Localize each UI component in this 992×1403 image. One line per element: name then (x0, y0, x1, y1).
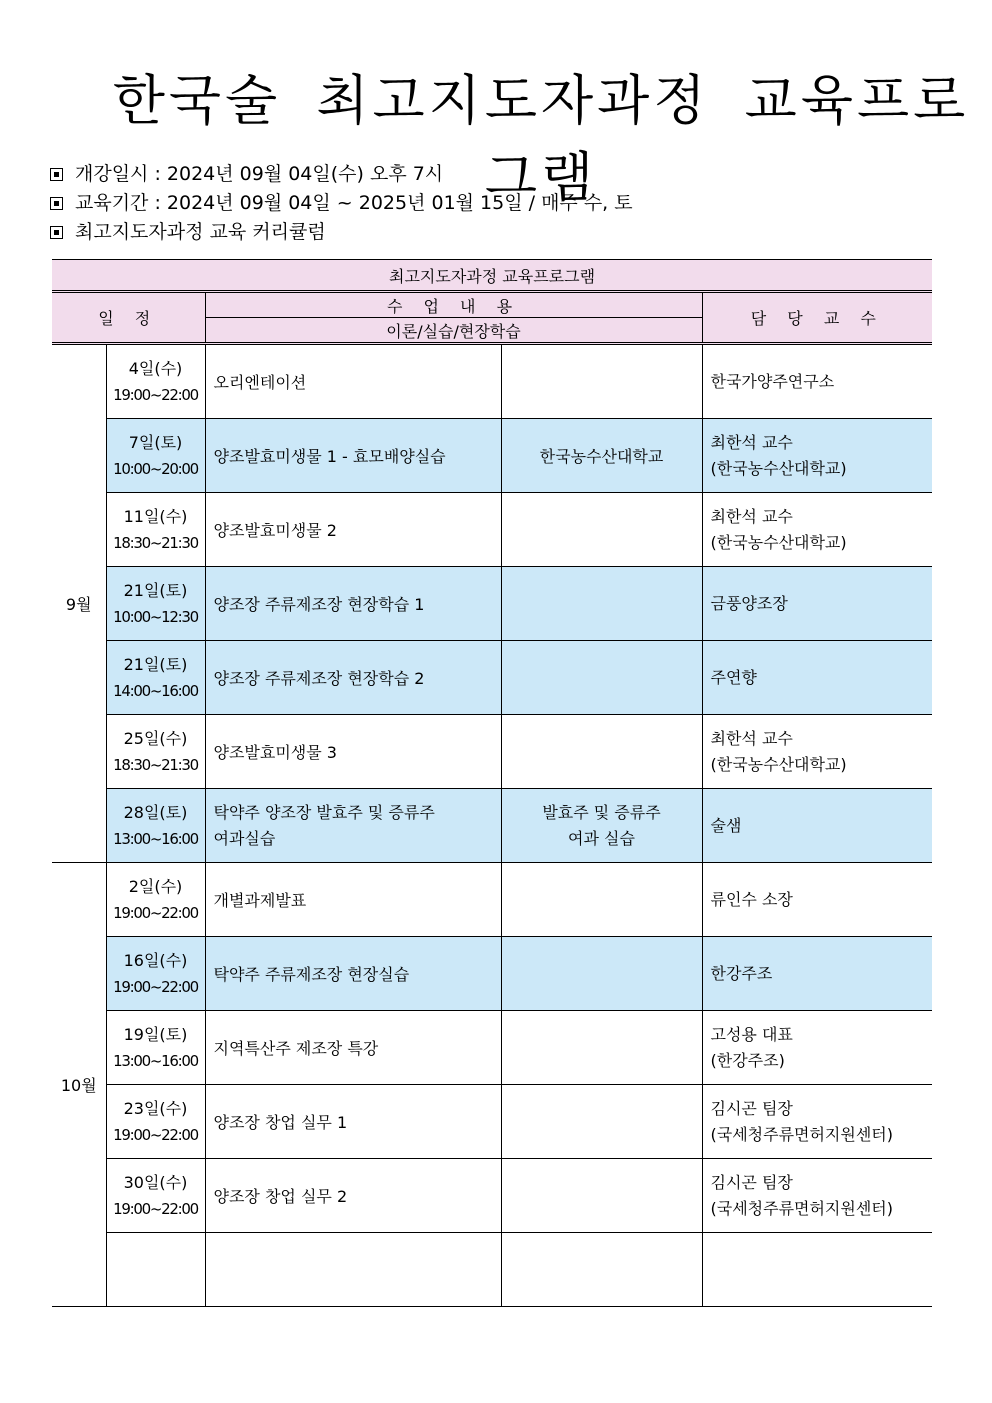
month-label: 10월 (52, 863, 106, 1307)
content-cell: 지역특산주 제조장 특강 (205, 1011, 501, 1085)
time-text: 14:00~16:00 (113, 681, 198, 700)
professor-cell (702, 1159, 932, 1233)
day-text: 16일(수) (123, 950, 188, 970)
header-professor: 담 당 교 수 (702, 292, 932, 344)
date-cell (106, 419, 205, 493)
professor-affiliation: (한국농수산대학교) (710, 754, 847, 774)
info-item-period (50, 189, 633, 218)
table-row (52, 715, 932, 789)
type-cell (501, 1159, 702, 1233)
table-row (52, 789, 932, 863)
day-text: 21일(토) (123, 654, 188, 674)
time-text: 19:00~22:00 (113, 977, 198, 996)
page-title: 한국술 최고지도자과정 교육프로그램 (112, 69, 970, 209)
table-row-empty (52, 1233, 932, 1307)
professor-cell (702, 1085, 932, 1159)
date-cell (106, 789, 205, 863)
professor-name: 최한석 교수 (710, 506, 793, 526)
table-row (52, 567, 932, 641)
professor-cell (702, 937, 932, 1011)
table-caption: 최고지도자과정 교육프로그램 (52, 260, 932, 292)
type-cell (501, 493, 702, 567)
day-text: 7일(토) (128, 432, 183, 452)
square-bullet-icon (50, 197, 63, 210)
professor-cell (702, 1011, 932, 1085)
professor-name: 고성용 대표 (710, 1024, 793, 1044)
header-content-sub: 이론/실습/현장학습 (205, 318, 702, 344)
square-bullet-icon (50, 168, 63, 181)
day-text: 28일(토) (123, 802, 188, 822)
professor-affiliation: (국세청주류면허지원센터) (710, 1124, 894, 1144)
time-text: 18:30~21:30 (113, 533, 198, 552)
professor-name: 금풍양조장 (710, 593, 788, 613)
time-text: 10:00~20:00 (113, 459, 198, 478)
day-text: 21일(토) (123, 580, 188, 600)
month-label: 9월 (52, 344, 106, 863)
time-text: 19:00~22:00 (113, 1125, 198, 1144)
date-cell (106, 1011, 205, 1085)
table-header-row (52, 292, 932, 318)
day-text: 11일(수) (123, 506, 188, 526)
day-text: 2일(수) (128, 876, 183, 896)
content-line: 탁약주 양조장 발효주 및 증류주 (213, 802, 435, 822)
info-text: 교육기간 : 2024년 09월 04일 ~ 2025년 01월 15일 / 매주 수, 토 (75, 192, 633, 214)
day-text: 4일(수) (128, 358, 183, 378)
table-row (52, 863, 932, 937)
time-text: 13:00~16:00 (113, 1051, 198, 1070)
date-cell (106, 937, 205, 1011)
content-cell: 양조장 주류제조장 현장학습 2 (205, 641, 501, 715)
header-schedule: 일 정 (52, 292, 205, 344)
content-cell: 오리엔테이션 (205, 344, 501, 419)
professor-name: 류인수 소장 (710, 889, 793, 909)
content-cell: 양조장 창업 실무 2 (205, 1159, 501, 1233)
professor-name: 최한석 교수 (710, 728, 793, 748)
professor-name: 한강주조 (710, 963, 773, 983)
type-cell (501, 789, 702, 863)
day-text: 30일(수) (123, 1172, 188, 1192)
type-cell (501, 1011, 702, 1085)
type-cell (501, 715, 702, 789)
type-cell: 한국농수산대학교 (501, 419, 702, 493)
day-text: 23일(수) (123, 1098, 188, 1118)
table-row (52, 493, 932, 567)
professor-cell (702, 789, 932, 863)
type-line: 여과 실습 (568, 828, 635, 848)
time-text: 19:00~22:00 (113, 1199, 198, 1218)
day-text: 25일(수) (123, 728, 188, 748)
type-cell (501, 1085, 702, 1159)
time-text: 10:00~12:30 (113, 607, 198, 626)
professor-cell (702, 344, 932, 419)
professor-name: 김시곤 팀장 (710, 1172, 793, 1192)
professor-name: 술샘 (710, 815, 742, 835)
table-row (52, 1085, 932, 1159)
content-cell (205, 789, 501, 863)
info-text: 최고지도자과정 교육 커리큘럼 (75, 221, 326, 243)
empty-cell (106, 1233, 205, 1307)
professor-affiliation: (한국농수산대학교) (710, 532, 847, 552)
professor-cell (702, 641, 932, 715)
professor-name: 한국가양주연구소 (710, 371, 835, 391)
professor-cell (702, 493, 932, 567)
time-text: 19:00~22:00 (113, 385, 198, 404)
date-cell (106, 493, 205, 567)
table-caption-row (52, 260, 932, 292)
professor-cell (702, 863, 932, 937)
type-cell (501, 641, 702, 715)
date-cell (106, 1085, 205, 1159)
content-cell: 양조장 주류제조장 현장학습 1 (205, 567, 501, 641)
type-line: 발효주 및 증류주 (542, 802, 661, 822)
date-cell (106, 863, 205, 937)
content-cell: 양조발효미생물 2 (205, 493, 501, 567)
type-cell (501, 344, 702, 419)
professor-cell (702, 567, 932, 641)
curriculum-table (52, 259, 932, 1307)
time-text: 19:00~22:00 (113, 903, 198, 922)
type-cell (501, 937, 702, 1011)
professor-cell (702, 715, 932, 789)
info-item-opening (50, 160, 633, 189)
time-text: 18:30~21:30 (113, 755, 198, 774)
professor-name: 주연향 (710, 667, 757, 687)
content-line: 여과실습 (213, 828, 276, 848)
content-cell: 양조발효미생물 3 (205, 715, 501, 789)
empty-cell (702, 1233, 932, 1307)
time-text: 13:00~16:00 (113, 829, 198, 848)
empty-cell (501, 1233, 702, 1307)
table-row (52, 641, 932, 715)
content-cell: 양조발효미생물 1 - 효모배양실습 (205, 419, 501, 493)
table-row (52, 344, 932, 419)
date-cell (106, 567, 205, 641)
table-row (52, 937, 932, 1011)
content-cell: 개별과제발표 (205, 863, 501, 937)
type-cell (501, 567, 702, 641)
date-cell (106, 715, 205, 789)
square-bullet-icon (50, 226, 63, 239)
professor-name: 최한석 교수 (710, 432, 793, 452)
table-row (52, 1011, 932, 1085)
professor-affiliation: (한국농수산대학교) (710, 458, 847, 478)
info-item-curriculum (50, 218, 633, 247)
content-cell: 양조장 창업 실무 1 (205, 1085, 501, 1159)
table-row (52, 1159, 932, 1233)
date-cell (106, 641, 205, 715)
professor-name: 김시곤 팀장 (710, 1098, 793, 1118)
date-cell (106, 344, 205, 419)
type-cell (501, 863, 702, 937)
content-cell: 탁약주 주류제조장 현장실습 (205, 937, 501, 1011)
header-content: 수 업 내 용 (205, 292, 702, 318)
professor-affiliation: (국세청주류면허지원센터) (710, 1198, 894, 1218)
info-text: 개강일시 : 2024년 09월 04일(수) 오후 7시 (75, 163, 444, 185)
table-row (52, 419, 932, 493)
date-cell (106, 1159, 205, 1233)
info-list (50, 160, 633, 247)
professor-cell (702, 419, 932, 493)
professor-affiliation: (한강주조) (710, 1050, 785, 1070)
empty-cell (205, 1233, 501, 1307)
day-text: 19일(토) (123, 1024, 188, 1044)
